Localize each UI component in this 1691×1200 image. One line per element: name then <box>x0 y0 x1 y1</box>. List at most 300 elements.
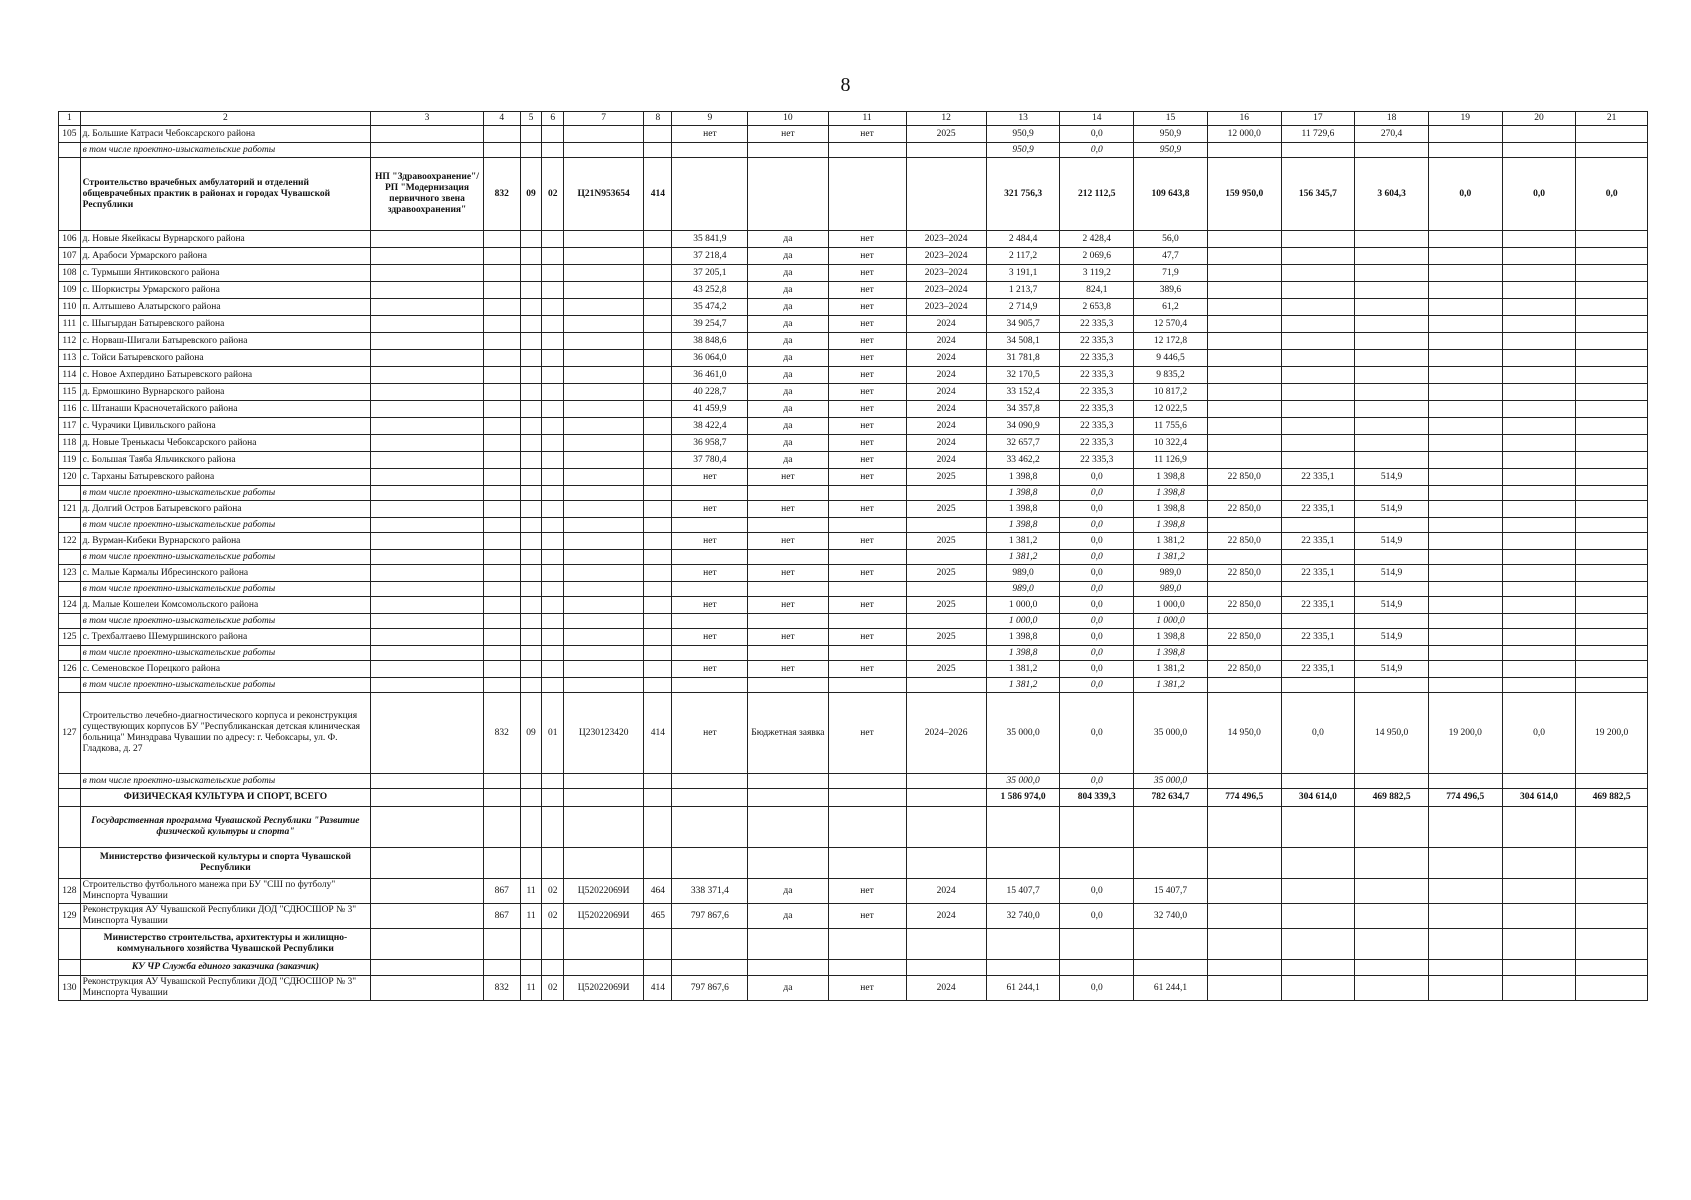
table-cell: 950,9 <box>1134 143 1208 158</box>
table-cell <box>59 518 81 533</box>
table-cell <box>1428 350 1502 367</box>
table-cell <box>644 646 672 661</box>
table-cell <box>59 774 81 789</box>
table-cell: 0,0 <box>1060 501 1134 518</box>
table-cell: 22 335,1 <box>1281 501 1355 518</box>
table-cell <box>483 401 520 418</box>
table-cell: 159 950,0 <box>1207 158 1281 231</box>
table-cell: 34 508,1 <box>986 333 1060 350</box>
table-cell <box>1576 486 1648 501</box>
table-cell <box>59 929 81 960</box>
table-cell: нет <box>672 469 748 486</box>
table-cell <box>520 333 542 350</box>
table-cell: Строительство врачебных амбулаторий и отделений общеврачебных практик в районах и городах Чувашской Республики <box>80 158 370 231</box>
table-cell <box>371 597 484 614</box>
table-cell <box>1502 333 1576 350</box>
table-cell <box>1576 976 1648 1001</box>
table-cell <box>520 143 542 158</box>
table-cell <box>483 143 520 158</box>
table-cell: с. Новое Ахпердино Батыревского района <box>80 367 370 384</box>
table-cell: нет <box>748 126 828 143</box>
table-cell <box>483 333 520 350</box>
table-cell <box>564 316 644 333</box>
table-cell <box>564 231 644 248</box>
table-cell: 1 398,8 <box>986 469 1060 486</box>
table-row <box>59 774 1648 789</box>
table-cell: нет <box>672 501 748 518</box>
table-cell <box>1428 501 1502 518</box>
table-row <box>59 629 1648 646</box>
table-cell <box>1355 904 1429 929</box>
table-cell <box>1207 879 1281 904</box>
table-cell <box>542 486 564 501</box>
table-cell: с. Тойси Батыревского района <box>80 350 370 367</box>
table-cell: 3 604,3 <box>1355 158 1429 231</box>
table-cell: 15 407,7 <box>986 879 1060 904</box>
table-cell <box>520 350 542 367</box>
table-cell: нет <box>672 629 748 646</box>
table-row <box>59 550 1648 565</box>
table-cell: 0,0 <box>1060 126 1134 143</box>
table-cell <box>1502 282 1576 299</box>
table-cell <box>1281 976 1355 1001</box>
table-cell <box>483 350 520 367</box>
table-cell <box>483 789 520 807</box>
table-cell: Ц52022069И <box>564 879 644 904</box>
table-cell <box>1502 143 1576 158</box>
table-cell <box>564 678 644 693</box>
table-cell: в том числе проектно-изыскательские работы <box>80 614 370 629</box>
table-cell: 11 729,6 <box>1281 126 1355 143</box>
table-cell <box>1060 807 1134 848</box>
table-cell: Бюджетная заявка <box>748 693 828 774</box>
table-cell <box>564 452 644 469</box>
table-cell: 1 000,0 <box>986 614 1060 629</box>
table-cell: 2025 <box>906 597 986 614</box>
table-cell: 2025 <box>906 126 986 143</box>
table-cell: 2 484,4 <box>986 231 1060 248</box>
table-cell <box>1355 774 1429 789</box>
table-cell <box>1355 976 1429 1001</box>
table-cell <box>1281 904 1355 929</box>
table-cell <box>1281 929 1355 960</box>
table-cell: нет <box>828 333 906 350</box>
table-cell: 797 867,6 <box>672 976 748 1001</box>
table-cell <box>1207 143 1281 158</box>
table-cell <box>1207 299 1281 316</box>
table-cell <box>542 774 564 789</box>
column-header: 17 <box>1281 112 1355 126</box>
table-cell <box>371 533 484 550</box>
table-cell: 2025 <box>906 469 986 486</box>
table-cell: нет <box>828 976 906 1001</box>
table-cell <box>1502 265 1576 282</box>
table-cell <box>59 486 81 501</box>
table-row <box>59 879 1648 904</box>
table-cell: 32 170,5 <box>986 367 1060 384</box>
table-cell <box>672 807 748 848</box>
table-cell: 9 446,5 <box>1134 350 1208 367</box>
table-cell <box>520 469 542 486</box>
table-cell <box>564 126 644 143</box>
table-cell: 2 714,9 <box>986 299 1060 316</box>
table-cell <box>520 265 542 282</box>
table-cell <box>672 486 748 501</box>
table-cell: 389,6 <box>1134 282 1208 299</box>
table-cell: 2023–2024 <box>906 299 986 316</box>
table-cell <box>828 486 906 501</box>
table-cell: 122 <box>59 533 81 550</box>
table-cell: 1 381,2 <box>986 678 1060 693</box>
table-cell <box>1281 299 1355 316</box>
table-cell <box>828 929 906 960</box>
table-cell: 2024 <box>906 452 986 469</box>
table-cell <box>1281 646 1355 661</box>
table-row <box>59 807 1648 848</box>
table-cell <box>1428 518 1502 533</box>
table-cell <box>59 646 81 661</box>
table-cell <box>564 143 644 158</box>
table-cell <box>1502 299 1576 316</box>
table-cell <box>1428 265 1502 282</box>
table-cell: 40 228,7 <box>672 384 748 401</box>
table-cell <box>828 518 906 533</box>
table-cell <box>906 774 986 789</box>
table-cell <box>1502 469 1576 486</box>
table-cell <box>1281 960 1355 976</box>
table-row <box>59 126 1648 143</box>
table-cell: д. Долгий Остров Батыревского района <box>80 501 370 518</box>
table-cell <box>520 299 542 316</box>
table-cell <box>828 550 906 565</box>
table-cell <box>371 565 484 582</box>
table-cell: 2025 <box>906 533 986 550</box>
table-cell <box>644 550 672 565</box>
table-cell <box>1428 629 1502 646</box>
table-cell <box>1502 418 1576 435</box>
table-cell <box>542 469 564 486</box>
table-cell <box>483 282 520 299</box>
table-cell: 120 <box>59 469 81 486</box>
table-cell: да <box>748 435 828 452</box>
table-cell: 1 213,7 <box>986 282 1060 299</box>
table-cell: 10 817,2 <box>1134 384 1208 401</box>
table-cell: 2024 <box>906 418 986 435</box>
table-cell <box>1281 384 1355 401</box>
table-cell: 61,2 <box>1134 299 1208 316</box>
table-cell: 105 <box>59 126 81 143</box>
table-cell: 22 335,1 <box>1281 533 1355 550</box>
table-cell <box>1355 678 1429 693</box>
table-cell <box>1576 265 1648 282</box>
table-cell: 22 850,0 <box>1207 533 1281 550</box>
table-cell <box>520 646 542 661</box>
table-cell <box>828 582 906 597</box>
table-cell <box>1060 929 1134 960</box>
table-cell <box>748 774 828 789</box>
table-row <box>59 646 1648 661</box>
table-cell <box>1281 248 1355 265</box>
table-cell <box>371 774 484 789</box>
table-cell <box>906 158 986 231</box>
table-cell <box>672 789 748 807</box>
table-cell: в том числе проектно-изыскательские работы <box>80 550 370 565</box>
table-cell <box>1576 614 1648 629</box>
table-cell <box>542 597 564 614</box>
table-row <box>59 265 1648 282</box>
table-cell <box>371 807 484 848</box>
table-cell <box>520 367 542 384</box>
table-cell <box>1207 929 1281 960</box>
table-cell <box>1355 550 1429 565</box>
table-cell <box>1428 661 1502 678</box>
table-cell <box>59 789 81 807</box>
table-cell: д. Вурман-Кибеки Вурнарского района <box>80 533 370 550</box>
table-cell <box>371 126 484 143</box>
table-cell: 0,0 <box>1502 693 1576 774</box>
table-cell: 2024 <box>906 976 986 1001</box>
table-cell: 514,9 <box>1355 565 1429 582</box>
table-cell <box>828 143 906 158</box>
table-cell <box>1060 960 1134 976</box>
table-cell <box>542 231 564 248</box>
table-cell: 0,0 <box>1060 550 1134 565</box>
table-cell: 126 <box>59 661 81 678</box>
table-cell <box>1502 661 1576 678</box>
table-cell: 0,0 <box>1060 629 1134 646</box>
table-cell: 11 755,6 <box>1134 418 1208 435</box>
table-cell <box>906 646 986 661</box>
table-cell <box>644 299 672 316</box>
table-cell: 1 381,2 <box>1134 550 1208 565</box>
table-cell <box>371 661 484 678</box>
table-cell: 22 850,0 <box>1207 661 1281 678</box>
table-cell: 832 <box>483 158 520 231</box>
table-cell: 14 950,0 <box>1207 693 1281 774</box>
table-cell <box>520 231 542 248</box>
table-cell: да <box>748 316 828 333</box>
table-cell: д. Ермошкино Вурнарского района <box>80 384 370 401</box>
table-cell: 867 <box>483 879 520 904</box>
table-cell <box>1281 582 1355 597</box>
table-cell: 338 371,4 <box>672 879 748 904</box>
table-cell <box>906 486 986 501</box>
table-row <box>59 435 1648 452</box>
table-cell <box>542 550 564 565</box>
table-cell <box>542 929 564 960</box>
table-cell <box>1355 614 1429 629</box>
table-cell <box>828 646 906 661</box>
table-cell <box>1355 848 1429 879</box>
table-cell: 47,7 <box>1134 248 1208 265</box>
table-cell <box>371 299 484 316</box>
table-cell <box>1207 231 1281 248</box>
table-cell <box>1502 976 1576 1001</box>
table-row <box>59 452 1648 469</box>
table-cell <box>520 807 542 848</box>
table-cell <box>371 350 484 367</box>
table-cell <box>644 316 672 333</box>
table-cell: нет <box>828 299 906 316</box>
table-cell: Государственная программа Чувашской Республики "Развитие физической культуры и спорта" <box>80 807 370 848</box>
table-cell <box>1502 518 1576 533</box>
table-cell <box>1576 384 1648 401</box>
table-cell <box>59 582 81 597</box>
table-cell <box>1281 143 1355 158</box>
table-cell: ФИЗИЧЕСКАЯ КУЛЬТУРА И СПОРТ, ВСЕГО <box>80 789 370 807</box>
table-cell: 2 653,8 <box>1060 299 1134 316</box>
table-cell <box>371 929 484 960</box>
table-cell <box>564 807 644 848</box>
table-row <box>59 904 1648 929</box>
table-cell <box>520 678 542 693</box>
table-cell <box>542 435 564 452</box>
table-cell <box>1207 367 1281 384</box>
table-cell: да <box>748 418 828 435</box>
table-cell <box>1355 143 1429 158</box>
table-cell <box>1207 486 1281 501</box>
table-cell <box>371 248 484 265</box>
table-cell: 01 <box>542 693 564 774</box>
table-cell: да <box>748 879 828 904</box>
table-cell <box>644 435 672 452</box>
table-cell <box>644 265 672 282</box>
table-cell <box>564 848 644 879</box>
table-cell <box>672 614 748 629</box>
table-cell: 22 335,1 <box>1281 597 1355 614</box>
table-cell <box>1576 678 1648 693</box>
table-cell <box>1060 848 1134 879</box>
table-cell <box>483 661 520 678</box>
table-cell: 127 <box>59 693 81 774</box>
table-cell: с. Шоркистры Урмарского района <box>80 282 370 299</box>
table-cell: 116 <box>59 401 81 418</box>
table-cell <box>1428 452 1502 469</box>
table-cell: 11 <box>520 976 542 1001</box>
table-cell <box>1502 435 1576 452</box>
table-cell <box>906 789 986 807</box>
table-cell <box>672 518 748 533</box>
table-cell <box>906 848 986 879</box>
table-cell <box>672 774 748 789</box>
table-cell <box>672 929 748 960</box>
table-cell: 1 586 974,0 <box>986 789 1060 807</box>
table-cell <box>371 550 484 565</box>
table-cell <box>542 143 564 158</box>
table-cell <box>748 143 828 158</box>
table-cell <box>542 960 564 976</box>
table-cell <box>1281 401 1355 418</box>
table-cell <box>1576 565 1648 582</box>
table-cell: да <box>748 976 828 1001</box>
table-cell: 130 <box>59 976 81 1001</box>
table-cell: 156 345,7 <box>1281 158 1355 231</box>
table-cell: 2024 <box>906 384 986 401</box>
table-cell: 989,0 <box>1134 582 1208 597</box>
table-cell <box>1576 533 1648 550</box>
table-cell: 514,9 <box>1355 661 1429 678</box>
table-cell <box>1207 960 1281 976</box>
table-cell <box>1576 435 1648 452</box>
table-cell: в том числе проектно-изыскательские работы <box>80 646 370 661</box>
table-cell <box>564 661 644 678</box>
table-cell <box>1355 486 1429 501</box>
table-cell: нет <box>828 265 906 282</box>
table-cell <box>542 661 564 678</box>
table-cell <box>1502 316 1576 333</box>
table-cell: 0,0 <box>1060 469 1134 486</box>
table-cell <box>542 501 564 518</box>
table-cell: с. Штанаши Красночетайского района <box>80 401 370 418</box>
table-cell: 1 381,2 <box>1134 533 1208 550</box>
table-cell <box>1355 646 1429 661</box>
table-cell <box>542 646 564 661</box>
table-cell <box>564 384 644 401</box>
table-cell: Ц230123420 <box>564 693 644 774</box>
table-cell: 0,0 <box>1502 158 1576 231</box>
table-cell: 09 <box>520 158 542 231</box>
table-cell <box>1502 565 1576 582</box>
table-cell: 2023–2024 <box>906 248 986 265</box>
table-cell: нет <box>828 452 906 469</box>
table-cell <box>828 807 906 848</box>
table-cell: 35 000,0 <box>1134 693 1208 774</box>
table-cell <box>672 143 748 158</box>
table-cell <box>1502 629 1576 646</box>
table-cell <box>1207 646 1281 661</box>
table-cell <box>564 646 644 661</box>
table-cell: нет <box>672 565 748 582</box>
table-cell: Министерство строительства, архитектуры и жилищно-коммунального хозяйства Чувашской Республики <box>80 929 370 960</box>
column-header: 14 <box>1060 112 1134 126</box>
table-cell <box>1576 231 1648 248</box>
table-cell: 35 000,0 <box>1134 774 1208 789</box>
table-cell: с. Семеновское Порецкого района <box>80 661 370 678</box>
table-cell <box>672 550 748 565</box>
table-cell <box>542 333 564 350</box>
table-cell <box>564 597 644 614</box>
column-header: 1 <box>59 112 81 126</box>
table-cell: 0,0 <box>1576 158 1648 231</box>
table-cell: 514,9 <box>1355 533 1429 550</box>
table-cell <box>1281 316 1355 333</box>
table-cell: 22 335,3 <box>1060 435 1134 452</box>
table-cell: 0,0 <box>1060 693 1134 774</box>
table-cell: 41 459,9 <box>672 401 748 418</box>
column-header: 2 <box>80 112 370 126</box>
table-cell <box>1428 807 1502 848</box>
table-cell <box>371 316 484 333</box>
table-cell: 0,0 <box>1060 582 1134 597</box>
table-cell <box>644 960 672 976</box>
table-cell <box>564 299 644 316</box>
table-cell: в том числе проектно-изыскательские работы <box>80 678 370 693</box>
table-cell <box>483 248 520 265</box>
table-cell <box>906 960 986 976</box>
table-cell: 61 244,1 <box>1134 976 1208 1001</box>
table-cell <box>986 960 1060 976</box>
table-cell <box>1281 282 1355 299</box>
table-cell: 0,0 <box>1060 879 1134 904</box>
table-cell: 0,0 <box>1060 646 1134 661</box>
table-cell: 414 <box>644 693 672 774</box>
table-cell <box>1207 384 1281 401</box>
table-cell <box>483 533 520 550</box>
table-cell: 22 850,0 <box>1207 597 1281 614</box>
table-cell <box>1281 435 1355 452</box>
table-cell: 22 335,3 <box>1060 384 1134 401</box>
table-cell <box>542 848 564 879</box>
